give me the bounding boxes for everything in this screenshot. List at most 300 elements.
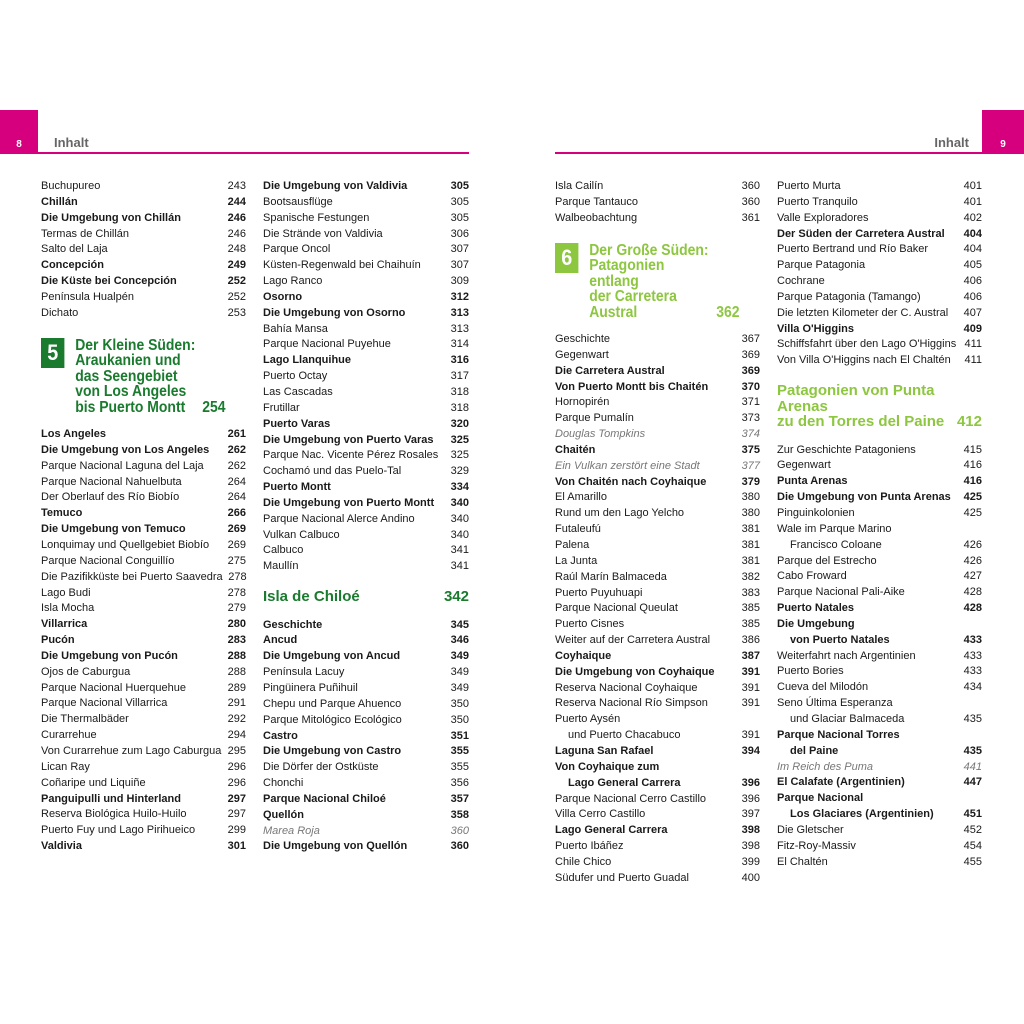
entry-title: Zur Geschichte Patagoniens	[777, 443, 916, 456]
entry-page	[736, 760, 760, 776]
entry-page: 360	[450, 840, 469, 853]
entry-title: Curarrehue	[41, 729, 97, 742]
entry-page: 320	[450, 417, 469, 430]
entry-page: 396	[741, 776, 760, 789]
entry-title: Die Strände von Valdivia	[263, 227, 383, 240]
entry-page: 452	[963, 823, 982, 836]
entry-title: Von Chaitén nach Coyhaique	[555, 475, 707, 488]
entry-title: Villa O'Higgins	[777, 322, 854, 335]
toc-entry	[41, 274, 246, 290]
entry-page: 288	[227, 665, 246, 678]
entry-page: 433	[963, 633, 982, 646]
entry-title: Isla Cailín	[555, 180, 604, 192]
entry-title: Gegenwart	[555, 348, 609, 361]
entry-page: 409	[963, 322, 982, 335]
toc-entry	[555, 665, 760, 681]
entry-title: Chillán	[41, 195, 78, 208]
toc-entry	[555, 633, 760, 649]
toc-entry	[263, 258, 469, 274]
toc-entry	[777, 227, 982, 243]
toc-entry	[263, 179, 469, 195]
entry-title: Parque Nacional Nahuelbuta	[41, 475, 182, 488]
toc-entry	[41, 211, 246, 227]
entry-title: Chepu und Parque Ahuenco	[263, 697, 402, 710]
entry-title: Puerto Cisnes	[555, 618, 625, 631]
entry-title: Die Pazifikküste bei Puerto Saavedra	[41, 570, 223, 583]
toc-entry	[555, 586, 760, 602]
entry-page: 346	[450, 634, 469, 647]
entry-page: 398	[741, 824, 760, 837]
entry-page: 426	[963, 554, 982, 567]
entry-title: Parque Tantauco	[555, 195, 638, 208]
toc-entry	[263, 824, 469, 840]
entry-title: Parque Oncol	[263, 243, 331, 256]
entry-page: 396	[741, 792, 760, 805]
entry-title: Die Umgebung von Coyhaique	[555, 665, 715, 678]
entry-title: Ein Vulkan zerstört eine Stadt	[555, 459, 700, 472]
toc-entry	[777, 633, 982, 649]
entry-page: 275	[227, 554, 246, 567]
section-page: 342	[443, 588, 469, 606]
entry-title: Lago Llanquihue	[263, 354, 351, 367]
entry-title: Parque Nacional Laguna del Laja	[41, 459, 204, 472]
entry-page: 394	[741, 744, 760, 757]
toc-entry	[41, 506, 246, 522]
entry-page: 391	[741, 729, 760, 742]
toc-entry	[555, 411, 760, 427]
entry-title: Die Umgebung von Castro	[263, 745, 402, 758]
entry-page: 397	[741, 808, 760, 821]
entry-title: und Puerto Chacabuco	[568, 729, 681, 742]
toc-entry	[777, 775, 982, 791]
entry-page: 299	[227, 824, 246, 837]
entry-title: Parque Nacional	[777, 792, 864, 805]
section-title: Isla de Chiloé	[263, 588, 360, 606]
entry-title: Lago Ranco	[263, 275, 323, 288]
toc-entry	[263, 337, 469, 353]
entry-title: Lago Budi	[41, 586, 91, 599]
entry-page: 314	[450, 338, 469, 351]
toc-entry	[41, 728, 246, 744]
entry-page: 416	[963, 475, 982, 488]
entry-title: Punta Arenas	[777, 475, 848, 488]
entry-title: Parque Nacional Huerquehue	[41, 681, 186, 694]
toc-entry	[41, 290, 246, 306]
entry-page: 411	[964, 354, 982, 367]
entry-page: 451	[963, 808, 982, 821]
entry-page: 294	[227, 729, 246, 742]
toc-entry	[263, 496, 469, 512]
entry-title: Die Küste bei Concepción	[41, 275, 177, 288]
entry-title: Rund um den Lago Yelcho	[555, 507, 685, 520]
entry-page: 385	[741, 602, 760, 615]
entry-title: Chaitén	[555, 443, 596, 456]
entry-title: Temuco	[41, 507, 83, 520]
toc-entry	[777, 712, 982, 728]
entry-title: Die letzten Kilometer der C. Austral	[777, 306, 949, 319]
entry-title: Puerto Montt	[263, 481, 331, 494]
entry-title: Seno Última Esperanza	[777, 697, 893, 710]
entry-title: Lago General Carrera	[568, 776, 681, 789]
chapter-title-line: der Carretera Austral	[589, 288, 677, 321]
entry-title: Valle Exploradores	[777, 211, 869, 224]
toc-entry	[777, 617, 982, 633]
entry-title: Die Umgebung von Temuco	[41, 523, 186, 536]
entry-page: 377	[741, 459, 760, 472]
entry-title: Francisco Coloane	[790, 538, 882, 551]
entry-page: 454	[963, 839, 982, 852]
entry-page: 360	[450, 824, 469, 837]
entry-title: Parque Nacional Alerce Andino	[263, 512, 415, 525]
entry-title: Chonchi	[263, 777, 304, 790]
toc-entry	[263, 417, 469, 433]
toc-column-1	[41, 179, 246, 855]
entry-title: Termas de Chillán	[41, 227, 130, 240]
entry-title: El Amarillo	[555, 491, 607, 504]
entry-page: 355	[450, 745, 469, 758]
toc-entry	[555, 427, 760, 443]
toc-entry	[263, 744, 469, 760]
entry-title: Ancud	[263, 634, 298, 647]
entry-title: Parque del Estrecho	[777, 554, 877, 567]
entry-page: 406	[963, 290, 982, 303]
entry-title: Geschichte	[555, 333, 611, 346]
toc-entry	[41, 554, 246, 570]
section-heading	[777, 383, 982, 430]
entry-page: 416	[963, 459, 982, 472]
entry-title: Puerto Octay	[263, 370, 328, 383]
entry-page: 262	[227, 443, 246, 456]
toc-entry	[263, 760, 469, 776]
toc-entry	[777, 585, 982, 601]
toc-entry	[777, 306, 982, 322]
entry-page: 288	[227, 649, 246, 662]
chapter-title-line: Araukanien und	[75, 352, 181, 370]
entry-title: Maullín	[263, 560, 299, 573]
entry-title: Isla Mocha	[41, 602, 95, 615]
entry-title: Die Thermalbäder	[41, 713, 129, 726]
entry-page: 289	[227, 681, 246, 694]
section-title-line: zu den Torres del Paine	[777, 413, 945, 431]
entry-page: 361	[741, 211, 760, 224]
entry-title: von Puerto Natales	[790, 633, 890, 646]
entry-page: 369	[741, 364, 760, 377]
toc-entry	[41, 839, 246, 855]
entry-title: Chile Chico	[555, 855, 612, 868]
entry-title: Die Dörfer der Ostküste	[263, 761, 379, 774]
entry-page: 405	[963, 259, 982, 272]
toc-entry	[777, 569, 982, 585]
entry-page	[958, 791, 982, 807]
entry-page: 280	[227, 618, 246, 631]
toc-entry	[555, 823, 760, 839]
toc-entry	[777, 474, 982, 490]
toc-entry	[777, 322, 982, 338]
toc-entry	[41, 306, 246, 322]
entry-page: 433	[963, 665, 982, 678]
entry-title: Cochamó und das Puelo-Tal	[263, 465, 402, 478]
entry-page: 367	[741, 333, 760, 346]
toc-entry	[263, 401, 469, 417]
toc-entry	[263, 776, 469, 792]
entry-title: Puerto Fuy und Lago Pirihueico	[41, 824, 196, 837]
entry-page: 316	[450, 354, 469, 367]
entry-title: La Junta	[555, 554, 598, 567]
entry-page: 398	[741, 840, 760, 853]
entry-title: Parque Patagonia	[777, 259, 866, 272]
entry-title: Die Umgebung von Ancud	[263, 650, 401, 663]
toc-entry	[555, 475, 760, 491]
toc-entry	[263, 713, 469, 729]
toc-entry	[777, 522, 982, 538]
left-page-number: 8	[0, 110, 38, 154]
entry-title: Douglas Tompkins	[555, 428, 646, 441]
entry-title: Lago General Carrera	[555, 824, 668, 837]
entry-title: Raúl Marín Balmaceda	[555, 570, 667, 583]
toc-entry	[41, 760, 246, 776]
toc-entry	[555, 744, 760, 760]
entry-page: 402	[963, 211, 982, 224]
toc-entry	[263, 274, 469, 290]
entry-title: Castro	[263, 729, 298, 742]
entry-title: Pinguinkolonien	[777, 507, 855, 519]
entry-title: Coyhaique	[555, 649, 612, 662]
chapter-title	[589, 243, 716, 321]
entry-title: El Chaltén	[777, 855, 828, 868]
entry-title: Lican Ray	[41, 760, 90, 773]
entry-page: 309	[450, 275, 469, 288]
toc-entry	[555, 681, 760, 697]
entry-title: Puerto Tranquilo	[777, 195, 858, 208]
entry-page: 340	[450, 528, 469, 541]
toc-column-2	[263, 179, 469, 855]
entry-page: 340	[450, 496, 469, 509]
entry-title: del Paine	[790, 744, 839, 757]
toc-entry	[777, 195, 982, 211]
entry-title: Villarrica	[41, 618, 88, 631]
toc-entry	[263, 633, 469, 649]
toc-entry	[555, 696, 760, 712]
entry-page: 340	[450, 512, 469, 525]
entry-page: 379	[741, 475, 760, 488]
toc-entry	[555, 792, 760, 808]
chapter-title	[75, 338, 202, 416]
entry-page: 371	[741, 396, 760, 409]
entry-title: Puerto Natales	[777, 602, 855, 615]
toc-entry	[555, 649, 760, 665]
toc-entry	[777, 601, 982, 617]
entry-page	[958, 522, 982, 538]
entry-page: 455	[963, 855, 982, 868]
toc-entry	[777, 274, 982, 290]
entry-title: Bahía Mansa	[263, 322, 328, 335]
entry-page	[958, 696, 982, 712]
toc-entry	[555, 712, 760, 728]
entry-page: 404	[963, 243, 982, 256]
toc-entry	[41, 522, 246, 538]
right-header-rule	[555, 152, 982, 154]
entry-page: 318	[450, 385, 469, 398]
toc-entry	[555, 395, 760, 411]
left-running-header: Inhalt	[54, 135, 89, 150]
toc-entry	[777, 760, 982, 776]
entry-title: Im Reich des Puma	[777, 760, 873, 773]
entry-page: 313	[450, 322, 469, 335]
toc-entry	[41, 490, 246, 506]
entry-page: 380	[741, 491, 760, 504]
toc-entry	[263, 808, 469, 824]
entry-title: Ojos de Caburgua	[41, 665, 131, 678]
toc-entry	[263, 464, 469, 480]
entry-page: 244	[227, 195, 246, 208]
entry-page: 246	[227, 211, 246, 224]
entry-page: 387	[741, 649, 760, 662]
entry-title: Quellón	[263, 808, 304, 821]
entry-title: Parque Nacional Conguillío	[41, 554, 175, 567]
toc-entry	[263, 448, 469, 464]
entry-page	[958, 728, 982, 744]
toc-entry	[555, 570, 760, 586]
entry-title: Puerto Puyuhuapi	[555, 586, 643, 599]
toc-column-3	[555, 179, 760, 887]
entry-title: Der Oberlauf des Río Biobío	[41, 491, 180, 504]
toc-entry	[555, 443, 760, 459]
entry-title: Weiter auf der Carretera Austral	[555, 634, 711, 647]
entry-title: Die Carretera Austral	[555, 364, 665, 377]
entry-title: Villa Cerro Castillo	[555, 808, 646, 821]
entry-title: Buchupureo	[41, 180, 101, 192]
toc-entry	[263, 729, 469, 745]
toc-entry	[263, 665, 469, 681]
entry-page: 307	[450, 259, 469, 272]
toc-entry	[777, 696, 982, 712]
toc-entry	[555, 332, 760, 348]
toc-entry	[263, 322, 469, 338]
entry-title: Península Lacuy	[263, 666, 345, 679]
toc-entry	[555, 179, 760, 195]
entry-title: Cueva del Milodón	[777, 681, 869, 694]
toc-entry	[555, 855, 760, 871]
entry-title: Parque Nacional Chiloé	[263, 792, 386, 805]
entry-title: Puerto Bories	[777, 665, 844, 678]
entry-title: Coñaripe und Liquiñe	[41, 776, 146, 789]
toc-entry	[555, 380, 760, 396]
entry-page: 297	[227, 808, 246, 821]
toc-entry	[41, 227, 246, 243]
toc-entry	[777, 179, 982, 195]
entry-title: Salto del Laja	[41, 243, 108, 256]
entry-title: Spanische Festungen	[263, 211, 370, 224]
entry-page: 382	[741, 570, 760, 583]
toc-entry	[41, 744, 246, 760]
entry-title: Frutillar	[263, 401, 300, 414]
entry-title: Von Curarrehue zum Lago Caburgua	[41, 744, 222, 757]
entry-page: 349	[450, 650, 469, 663]
toc-entry	[555, 760, 760, 776]
toc-entry	[777, 649, 982, 665]
section-title	[777, 383, 957, 430]
entry-title: Gegenwart	[777, 459, 831, 472]
entry-page: 266	[227, 507, 246, 520]
entry-page: 349	[450, 666, 469, 679]
entry-page: 305	[450, 211, 469, 224]
entry-page: 391	[741, 665, 760, 678]
chapter-page: 254	[202, 398, 226, 416]
entry-title: Futaleufú	[555, 523, 601, 536]
toc-entry	[777, 744, 982, 760]
entry-title: Pingüinera Puñihuil	[263, 681, 358, 694]
entry-title: Palena	[555, 539, 590, 551]
entry-title: Puerto Varas	[263, 417, 331, 430]
entry-title: Die Umgebung	[777, 617, 855, 630]
toc-entry	[555, 776, 760, 792]
entry-page: 279	[227, 602, 246, 615]
entry-page: 404	[963, 227, 982, 240]
entry-title: Die Umgebung von Valdivia	[263, 180, 408, 192]
entry-title: Küsten-Regenwald bei Chaihuín	[263, 259, 421, 272]
entry-title: Reserva Biológica Huilo-Huilo	[41, 808, 187, 821]
entry-title: Die Umgebung von Osorno	[263, 306, 406, 319]
chapter-heading	[41, 338, 226, 416]
entry-page: 252	[227, 275, 246, 288]
toc-entry	[41, 570, 246, 586]
toc-entry	[777, 490, 982, 506]
entry-page: 407	[963, 306, 982, 319]
entry-page: 252	[227, 290, 246, 303]
entry-page: 305	[450, 180, 469, 192]
entry-title: Parque Nacional Pali-Aike	[777, 586, 905, 599]
entry-title: El Calafate (Argentinien)	[777, 776, 905, 789]
entry-page: 334	[450, 481, 469, 494]
chapter-number: 5	[41, 338, 64, 368]
entry-page: 248	[227, 243, 246, 256]
entry-page: 400	[741, 871, 760, 884]
entry-title: Parque Nacional Queulat	[555, 602, 678, 615]
toc-entry	[263, 353, 469, 369]
entry-title: Die Umgebung von Chillán	[41, 211, 181, 224]
section-page: 412	[956, 413, 982, 431]
toc-entry	[777, 211, 982, 227]
entry-page: 283	[227, 634, 246, 647]
entry-page: 253	[227, 306, 246, 319]
entry-page: 383	[741, 586, 760, 599]
entry-page: 428	[963, 586, 982, 599]
entry-title: Calbuco	[263, 544, 304, 557]
entry-page: 341	[450, 560, 469, 573]
toc-entry	[41, 475, 246, 491]
toc-entry	[41, 179, 246, 195]
toc-entry	[41, 601, 246, 617]
entry-page: 426	[963, 538, 982, 551]
entry-page: 278	[228, 570, 247, 583]
toc-entry	[777, 823, 982, 839]
entry-page: 374	[741, 428, 760, 441]
toc-entry	[555, 195, 760, 211]
toc-entry	[777, 258, 982, 274]
toc-entry	[263, 306, 469, 322]
entry-page: 386	[741, 634, 760, 647]
entry-page: 351	[450, 729, 469, 742]
right-page-number: 9	[982, 110, 1024, 154]
entry-title: Puerto Bertrand und Río Baker	[777, 243, 929, 256]
entry-page: 381	[741, 554, 760, 567]
toc-entry	[263, 385, 469, 401]
entry-title: Die Umgebung von Los Angeles	[41, 443, 210, 456]
entry-title: Los Angeles	[41, 428, 106, 441]
entry-title: Puerto Murta	[777, 180, 841, 192]
entry-page: 399	[741, 855, 760, 868]
toc-entry	[263, 242, 469, 258]
